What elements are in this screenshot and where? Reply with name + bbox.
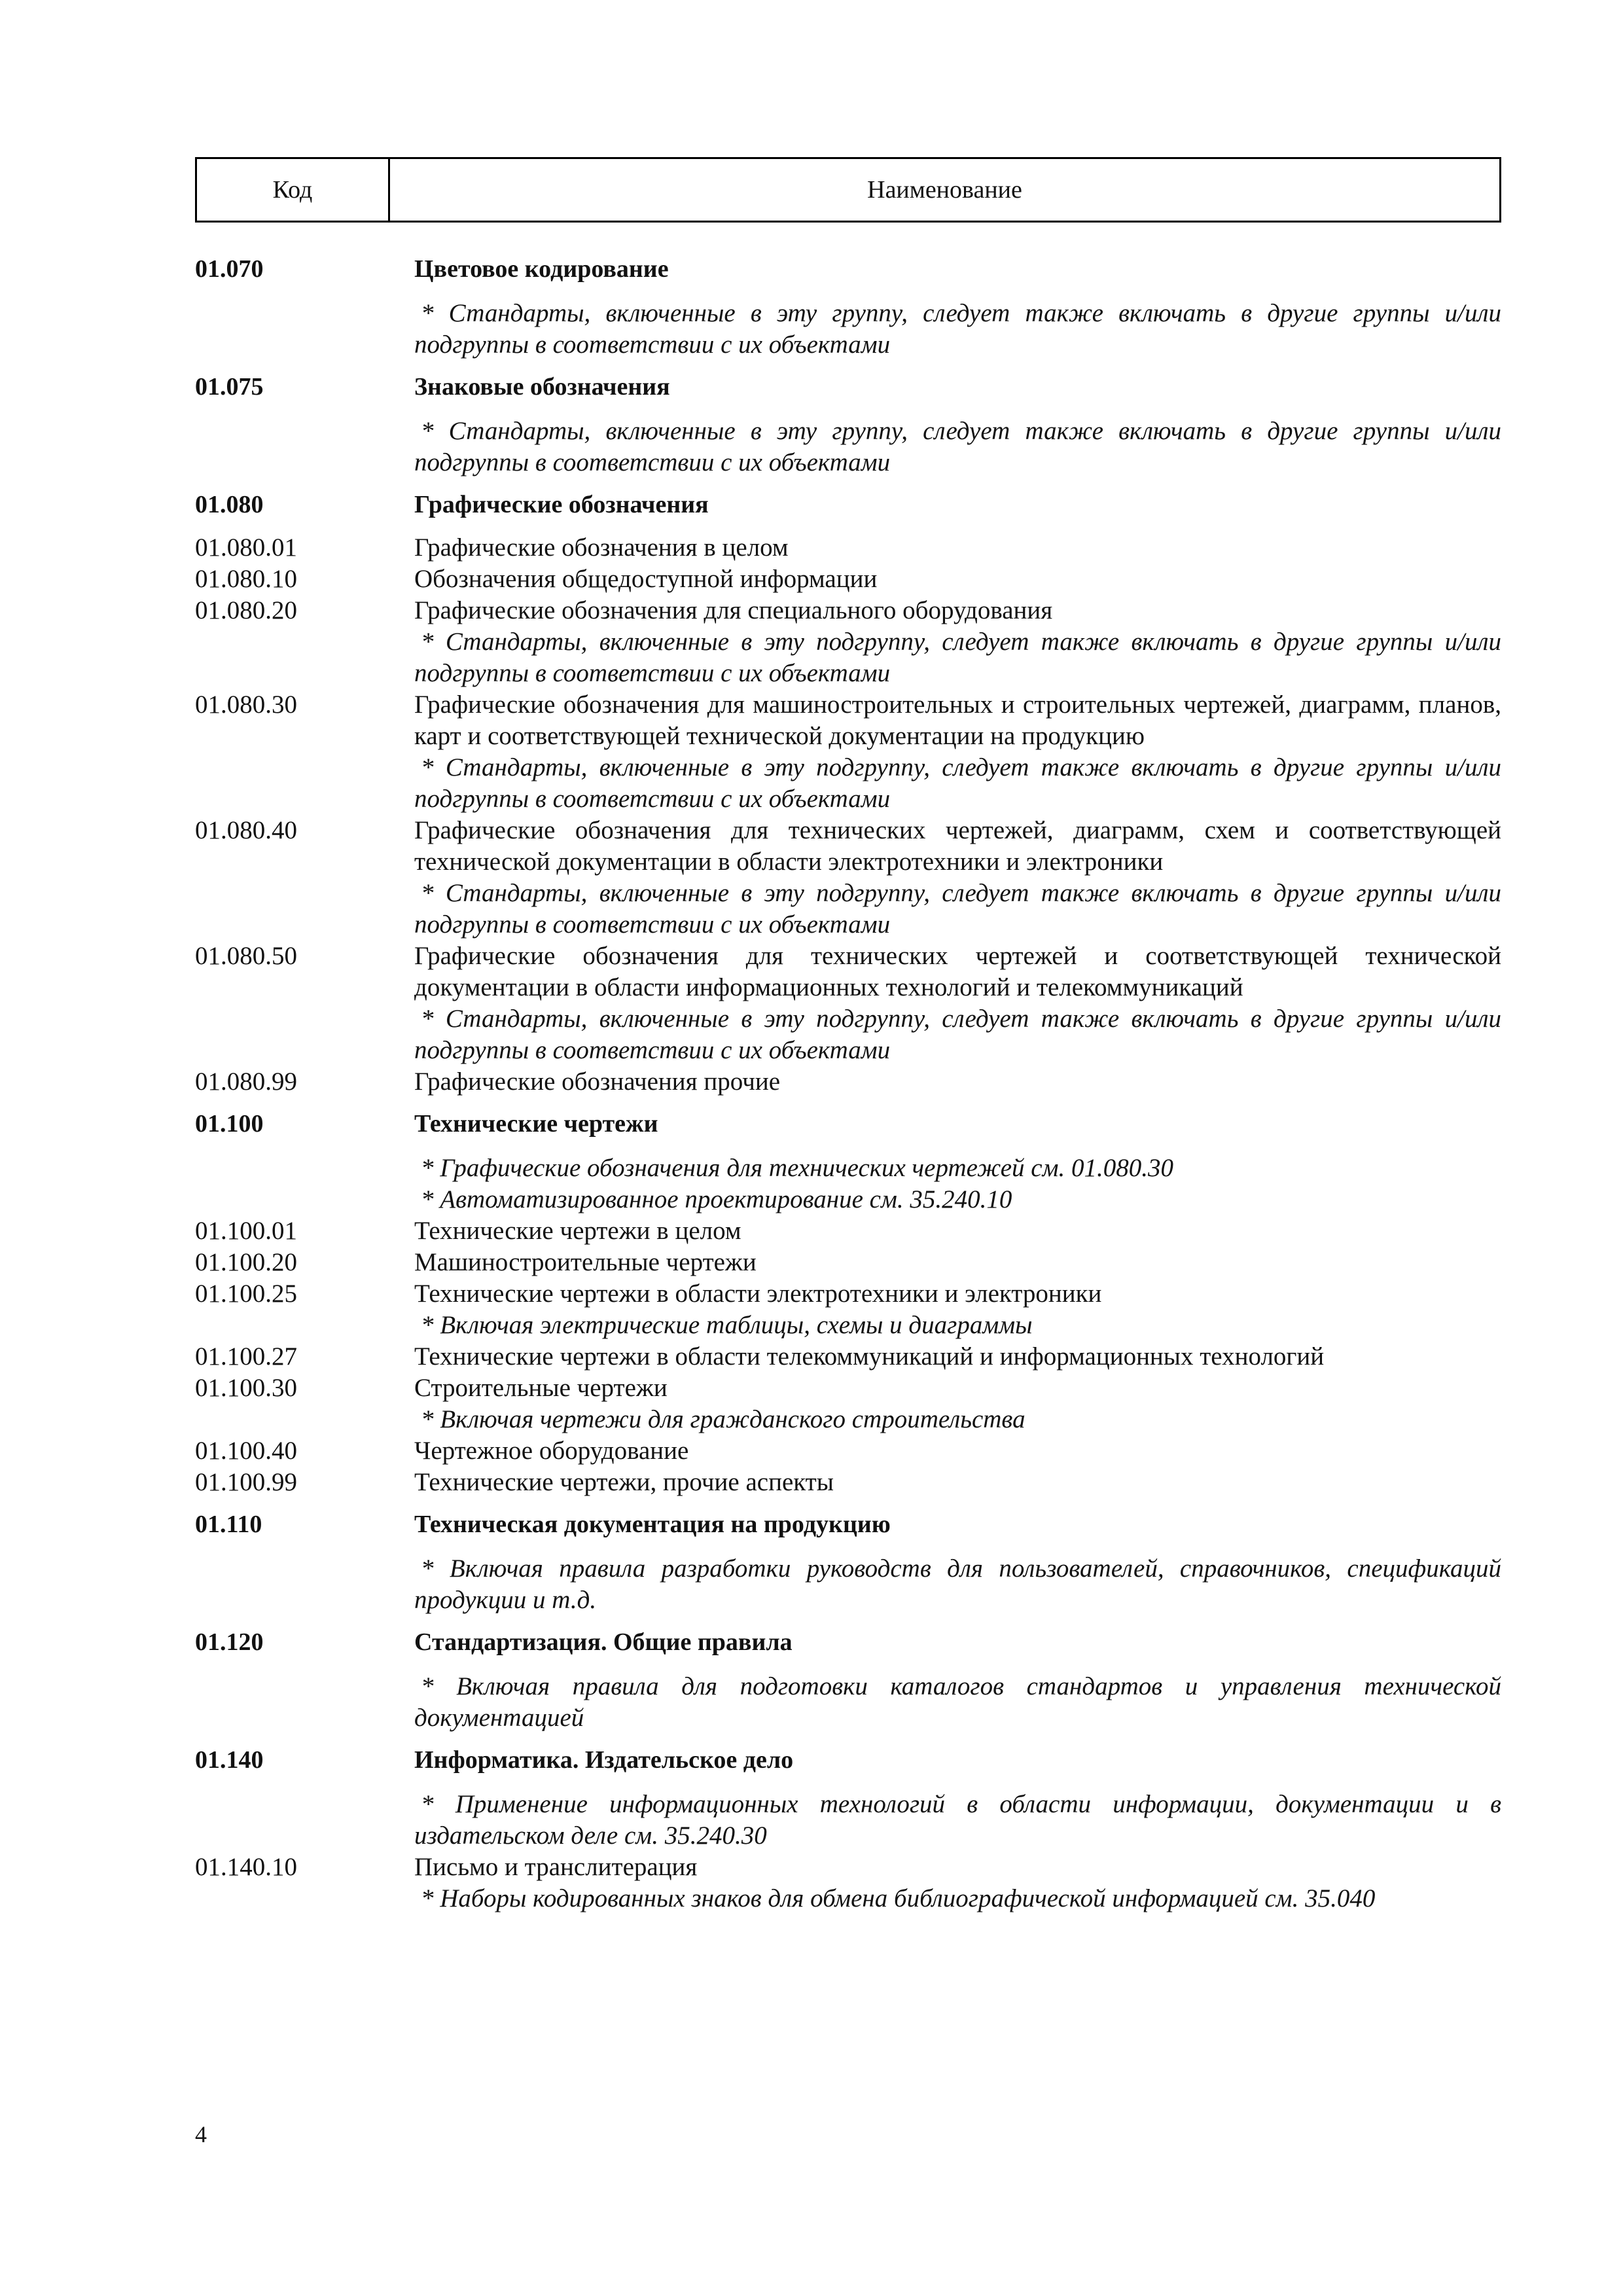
- item-code: 01.100.25: [195, 1280, 297, 1308]
- note-text: * Применение информационных технологий в области информации, документации и в издательском деле см. 35.240.30: [414, 1790, 1501, 1850]
- note-text: * Автоматизированное проектирование см. 35.240.10: [421, 1185, 1012, 1213]
- group-row: [195, 1626, 1501, 1658]
- group-name: Техническая документация на продукцию: [414, 1511, 891, 1538]
- item-row: [195, 1066, 1501, 1098]
- note-text: * Включая чертежи для гражданского строительства: [421, 1405, 1026, 1433]
- note-spacer: [195, 298, 414, 361]
- note-text: * Наборы кодированных знаков для обмена библиографической информацией см. 35.040: [421, 1884, 1376, 1912]
- note-text: * Графические обозначения для технических чертежей см. 01.080.30: [421, 1154, 1173, 1182]
- note-spacer: [195, 1184, 414, 1215]
- item-code: 01.080.20: [195, 596, 297, 624]
- note-row: [195, 1553, 1501, 1616]
- item-code: 01.100.27: [195, 1342, 297, 1371]
- item-row: [195, 1467, 1501, 1498]
- note-row: [195, 1789, 1501, 1852]
- note-text: * Стандарты, включенные в эту подгруппу, следует также включать в другие группы и/или подгруппы в соответствии с их объектами: [414, 628, 1501, 687]
- item-code: 01.080.50: [195, 942, 297, 970]
- group-name: Технические чертежи: [414, 1110, 658, 1138]
- note-row: [195, 1003, 1501, 1066]
- item-row: [195, 1278, 1501, 1310]
- item-row: [195, 815, 1501, 878]
- group-row: [195, 371, 1501, 403]
- note-spacer: [195, 1553, 414, 1616]
- item-name: Технические чертежи в целом: [414, 1217, 741, 1245]
- item-name: Технические чертежи, прочие аспекты: [414, 1468, 834, 1496]
- item-code: 01.100.30: [195, 1374, 297, 1402]
- group-row: [195, 1108, 1501, 1139]
- item-code: 01.080.01: [195, 533, 297, 562]
- item-code: 01.100.99: [195, 1468, 297, 1496]
- item-name: Чертежное оборудование: [414, 1437, 689, 1465]
- classification-list: [195, 253, 1501, 1914]
- group-name: Графические обозначения: [414, 491, 709, 518]
- group-code: 01.080: [195, 491, 264, 518]
- item-row: [195, 1341, 1501, 1372]
- item-code: 01.080.40: [195, 816, 297, 844]
- item-name: Технические чертежи в области телекоммуникаций и информационных технологий: [414, 1342, 1325, 1371]
- item-row: [195, 532, 1501, 564]
- note-text: * Включая правила для подготовки каталогов стандартов и управления технической документацией: [414, 1672, 1501, 1732]
- item-code: 01.080.99: [195, 1067, 297, 1096]
- note-spacer: [195, 626, 414, 689]
- note-spacer: [195, 878, 414, 941]
- note-row: [195, 626, 1501, 689]
- group-code: 01.075: [195, 373, 264, 401]
- group-code: 01.140: [195, 1746, 264, 1774]
- group-name: Знаковые обозначения: [414, 373, 670, 401]
- note-row: [195, 298, 1501, 361]
- note-spacer: [195, 1003, 414, 1066]
- item-code: 01.100.01: [195, 1217, 297, 1245]
- item-row: [195, 941, 1501, 1003]
- page-number: 4: [195, 2121, 207, 2147]
- item-name: Технические чертежи в области электротехники и электроники: [414, 1280, 1102, 1308]
- note-spacer: [195, 1789, 414, 1852]
- note-text: * Стандарты, включенные в эту подгруппу, следует также включать в другие группы и/или подгруппы в соответствии с их объектами: [414, 879, 1501, 939]
- group-row: [195, 253, 1501, 285]
- item-row: [195, 564, 1501, 595]
- note-spacer: [195, 752, 414, 815]
- group-code: 01.110: [195, 1511, 262, 1538]
- item-name: Графические обозначения прочие: [414, 1067, 781, 1096]
- item-row: [195, 1215, 1501, 1247]
- note-spacer: [195, 1404, 414, 1435]
- group-code: 01.120: [195, 1628, 264, 1656]
- item-row: [195, 689, 1501, 752]
- group-code: 01.070: [195, 255, 264, 283]
- group-row: [195, 489, 1501, 520]
- note-spacer: [195, 1153, 414, 1184]
- note-row: [195, 878, 1501, 941]
- note-row: [195, 1310, 1501, 1341]
- item-name: Обозначения общедоступной информации: [414, 565, 878, 593]
- item-name: Машиностроительные чертежи: [414, 1248, 757, 1276]
- note-row: [195, 752, 1501, 815]
- group-name: Информатика. Издательское дело: [414, 1746, 794, 1774]
- group-row: [195, 1509, 1501, 1540]
- item-code: 01.080.30: [195, 691, 297, 719]
- note-text: * Стандарты, включенные в эту группу, следует также включать в другие группы и/или подгруппы в соответствии с их объектами: [414, 299, 1501, 359]
- group-code: 01.100: [195, 1110, 264, 1138]
- item-code: 01.100.40: [195, 1437, 297, 1465]
- note-text: * Стандарты, включенные в эту группу, следует также включать в другие группы и/или подгруппы в соответствии с их объектами: [414, 417, 1501, 476]
- group-name: Цветовое кодирование: [414, 255, 669, 283]
- note-row: [195, 416, 1501, 478]
- item-name: Графические обозначения для специального оборудования: [414, 596, 1053, 624]
- header-code-label: Код: [197, 159, 390, 221]
- item-name: Графические обозначения для машиностроительных и строительных чертежей, диаграмм, планов, карт и соответствующей технической документации на продукцию: [414, 691, 1501, 750]
- item-name: Строительные чертежи: [414, 1374, 668, 1402]
- note-text: * Включая электрические таблицы, схемы и диаграммы: [421, 1311, 1033, 1339]
- item-row: [195, 1852, 1501, 1883]
- item-name: Письмо и транслитерация: [414, 1853, 698, 1881]
- note-row: [195, 1883, 1501, 1914]
- note-row: [195, 1153, 1501, 1184]
- group-name: Стандартизация. Общие правила: [414, 1628, 793, 1656]
- note-spacer: [195, 1671, 414, 1734]
- group-row: [195, 1744, 1501, 1776]
- note-spacer: [195, 1883, 414, 1914]
- item-name: Графические обозначения для технических чертежей, диаграмм, схем и соответствующей технической документации в области электротехники и электроники: [414, 816, 1501, 876]
- note-text: * Стандарты, включенные в эту подгруппу, следует также включать в другие группы и/или подгруппы в соответствии с их объектами: [414, 1005, 1501, 1064]
- note-row: [195, 1184, 1501, 1215]
- item-row: [195, 1372, 1501, 1404]
- item-name: Графические обозначения в целом: [414, 533, 789, 562]
- note-text: * Стандарты, включенные в эту подгруппу, следует также включать в другие группы и/или подгруппы в соответствии с их объектами: [414, 753, 1501, 813]
- item-row: [195, 1247, 1501, 1278]
- note-text: * Включая правила разработки руководств для пользователей, справочников, спецификаций продукции и т.д.: [414, 1554, 1501, 1614]
- note-spacer: [195, 416, 414, 478]
- note-row: [195, 1404, 1501, 1435]
- item-row: [195, 595, 1501, 626]
- note-row: [195, 1671, 1501, 1734]
- item-row: [195, 1435, 1501, 1467]
- note-spacer: [195, 1310, 414, 1341]
- item-code: 01.100.20: [195, 1248, 297, 1276]
- item-name: Графические обозначения для технических чертежей и соответствующей технической документации в области информационных технологий и телекоммуникаций: [414, 942, 1501, 1001]
- item-code: 01.140.10: [195, 1853, 297, 1881]
- table-header: [195, 157, 1501, 223]
- item-code: 01.080.10: [195, 565, 297, 593]
- header-name-label: Наименование: [867, 176, 1022, 204]
